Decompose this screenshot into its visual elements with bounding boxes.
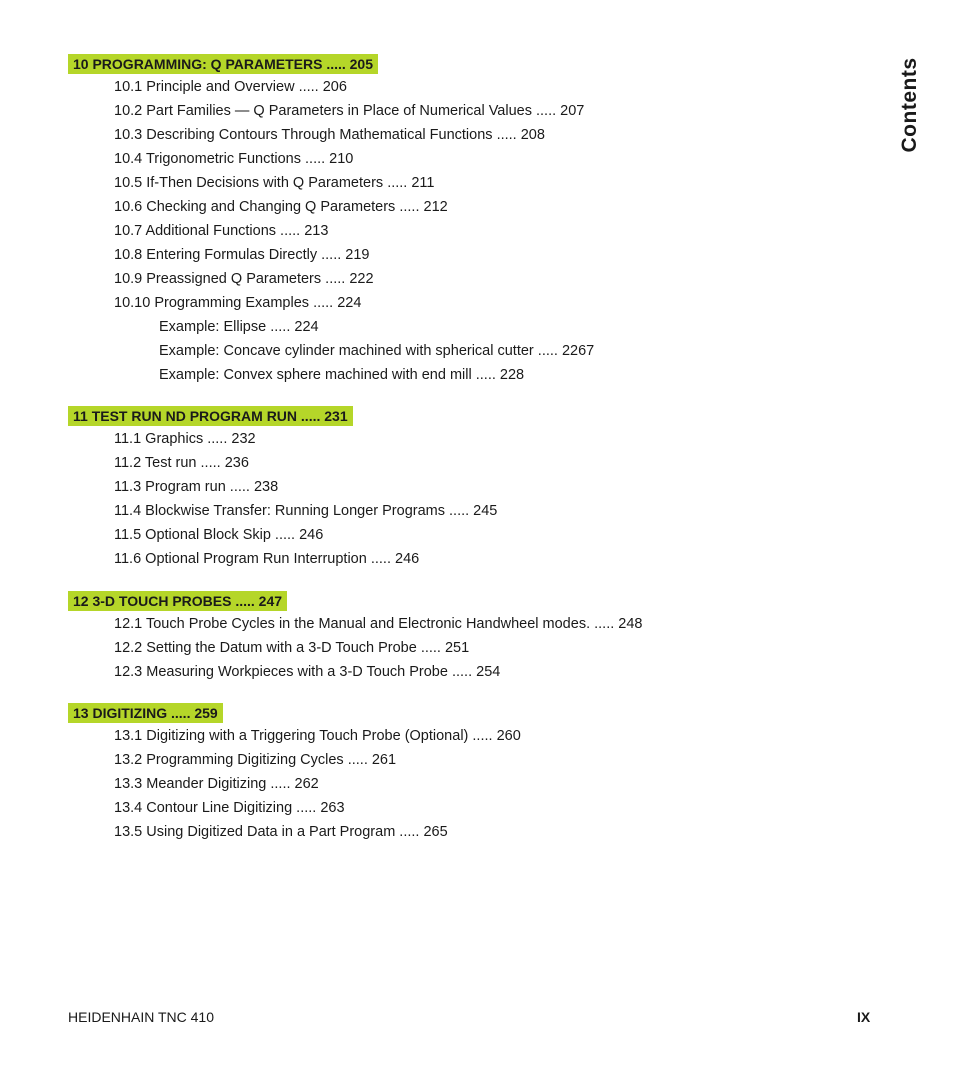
chapter-entries bbox=[0, 724, 521, 844]
toc-entry[interactable]: 10.4 Trigonometric Functions ..... 210 bbox=[114, 151, 354, 167]
toc-entry[interactable]: 13.1 Digitizing with a Triggering Touch Probe (Optional) ..... 260 bbox=[114, 728, 521, 744]
chapter-heading[interactable]: 12 3-D TOUCH PROBES ..... 247 bbox=[68, 591, 287, 611]
toc-entry[interactable]: 13.3 Meander Digitizing ..... 262 bbox=[114, 776, 319, 792]
toc-entry[interactable]: 12.3 Measuring Workpieces with a 3-D Touch Probe ..... 254 bbox=[114, 664, 501, 680]
toc-entry[interactable]: 13.4 Contour Line Digitizing ..... 263 bbox=[114, 800, 345, 816]
toc-entry[interactable]: 11.3 Program run ..... 238 bbox=[114, 479, 279, 495]
chapter-heading[interactable]: 13 DIGITIZING ..... 259 bbox=[68, 703, 223, 723]
chapter-entries bbox=[0, 612, 643, 684]
chapter-11 bbox=[0, 406, 497, 571]
footer-product-name: HEIDENHAIN TNC 410 bbox=[68, 1009, 215, 1025]
toc-subentry[interactable]: Example: Ellipse ..... 224 bbox=[159, 319, 319, 335]
chapter-entries bbox=[0, 75, 594, 387]
chapter-heading[interactable]: 10 PROGRAMMING: Q PARAMETERS ..... 205 bbox=[68, 54, 378, 74]
chapter-entries bbox=[0, 427, 497, 571]
toc-entry[interactable]: 10.8 Entering Formulas Directly ..... 219 bbox=[114, 247, 370, 263]
toc-subentry[interactable]: Example: Concave cylinder machined with spherical cutter ..... 2267 bbox=[159, 343, 595, 359]
toc-entry[interactable]: 11.6 Optional Program Run Interruption ..... 246 bbox=[114, 551, 420, 567]
chapter-12 bbox=[0, 591, 643, 684]
chapter-10 bbox=[0, 54, 594, 387]
chapter-heading[interactable]: 11 TEST RUN ND PROGRAM RUN ..... 231 bbox=[68, 406, 353, 426]
toc-entry[interactable]: 12.1 Touch Probe Cycles in the Manual and Electronic Handwheel modes. ..... 248 bbox=[114, 616, 643, 632]
toc-entry[interactable]: 10.10 Programming Examples ..... 224 bbox=[114, 295, 362, 311]
toc-entry[interactable]: 10.3 Describing Contours Through Mathematical Functions ..... 208 bbox=[114, 127, 545, 143]
section-tab bbox=[880, 40, 940, 170]
toc-subentry[interactable]: Example: Convex sphere machined with end mill ..... 228 bbox=[159, 367, 525, 383]
toc-entry[interactable]: 10.2 Part Families — Q Parameters in Place of Numerical Values ..... 207 bbox=[114, 103, 585, 119]
toc-entry[interactable]: 10.6 Checking and Changing Q Parameters ..... 212 bbox=[114, 199, 448, 215]
toc-entry[interactable]: 12.2 Setting the Datum with a 3-D Touch Probe ..... 251 bbox=[114, 640, 470, 656]
chapter-13 bbox=[0, 703, 521, 844]
toc-entry[interactable]: 13.2 Programming Digitizing Cycles ..... 261 bbox=[114, 752, 397, 768]
toc-entry[interactable]: 11.2 Test run ..... 236 bbox=[114, 455, 249, 471]
toc-entry[interactable]: 13.5 Using Digitized Data in a Part Program ..... 265 bbox=[114, 824, 448, 840]
toc-entry[interactable]: 10.7 Additional Functions ..... 213 bbox=[114, 223, 329, 239]
section-tab-label: Contents bbox=[898, 57, 921, 153]
footer-page-number: IX bbox=[857, 1009, 871, 1025]
toc-entry[interactable]: 11.4 Blockwise Transfer: Running Longer Programs ..... 245 bbox=[114, 503, 498, 519]
toc-entry[interactable]: 11.1 Graphics ..... 232 bbox=[114, 431, 256, 447]
toc-entry[interactable]: 10.5 If-Then Decisions with Q Parameters ..... 211 bbox=[114, 175, 435, 191]
toc-entry[interactable]: 10.1 Principle and Overview ..... 206 bbox=[114, 79, 347, 95]
toc-entry[interactable]: 10.9 Preassigned Q Parameters ..... 222 bbox=[114, 271, 374, 287]
toc-entry[interactable]: 11.5 Optional Block Skip ..... 246 bbox=[114, 527, 324, 543]
